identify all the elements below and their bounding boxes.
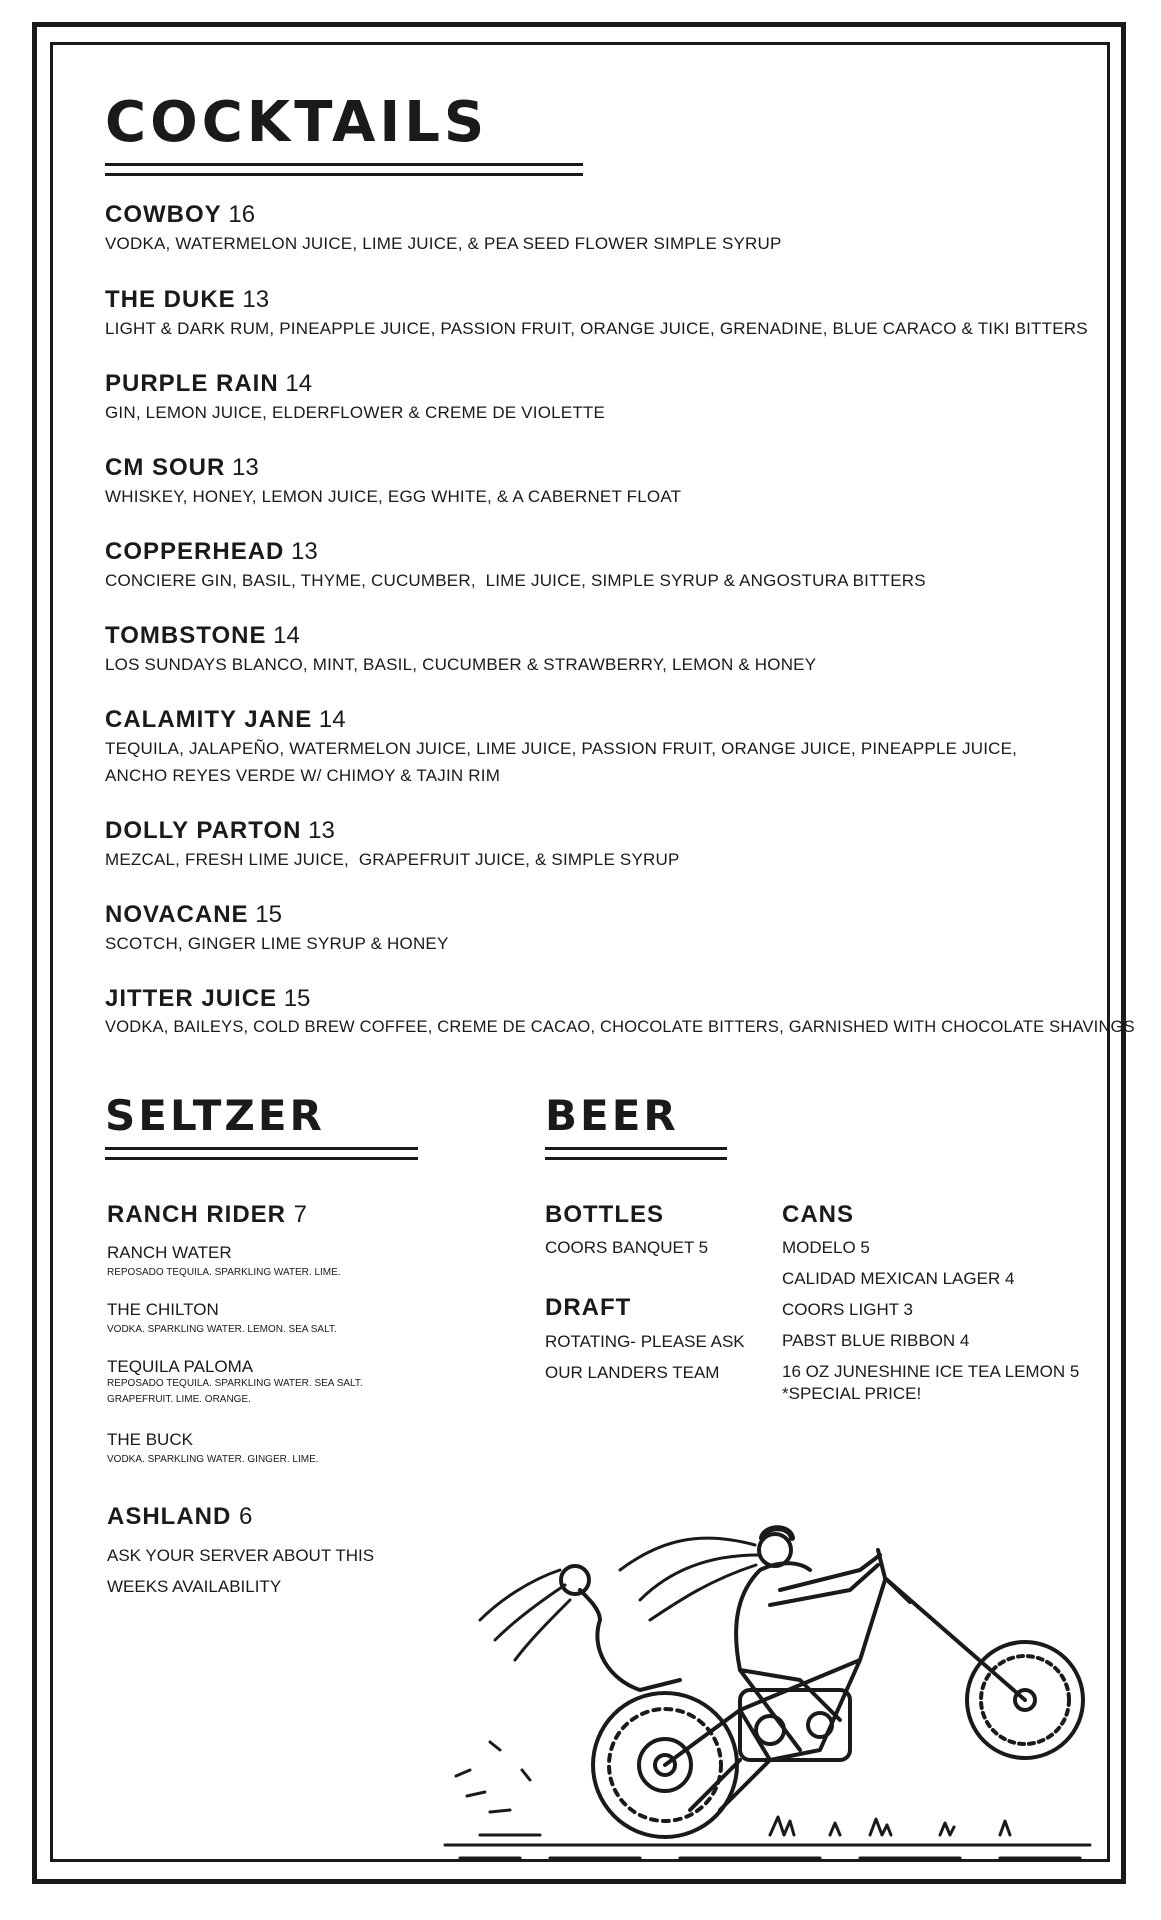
cocktail-price: 13 [232,454,259,481]
cocktail-description: WHISKEY, HONEY, LEMON JUICE, EGG WHITE, & A CABERNET FLOAT [105,487,682,506]
cocktail-name: JITTER JUICE [105,985,278,1012]
ashland-line: WEEKS AVAILABILITY [107,1577,282,1596]
cocktail-price: 13 [242,286,270,313]
cocktail-item [105,900,1085,957]
cocktail-description: TEQUILA, JALAPEÑO, WATERMELON JUICE, LIME JUICE, PASSION FRUIT, ORANGE JUICE, PINEAPPLE JUICE, ANCHO REYES VERDE W/ CHIMOY & TAJIN RIM [105,739,1018,785]
cocktail-name: COWBOY [105,201,222,228]
cocktail-name: DOLLY PARTON [105,817,302,844]
can-note: *SPECIAL PRICE! [782,1384,922,1403]
cocktail-name: PURPLE RAIN [105,370,279,397]
ashland-heading [107,1502,253,1532]
cocktail-item [105,285,1088,342]
beer-rule-top [545,1147,727,1150]
cocktail-price: 15 [255,901,282,928]
can-item: PABST BLUE RIBBON 4 [782,1331,970,1350]
cocktail-price: 14 [285,370,313,397]
cocktail-description: MEZCAL, FRESH LIME JUICE, GRAPEFRUIT JUICE, & SIMPLE SYRUP [105,850,680,869]
cocktail-price: 13 [291,538,318,565]
cocktail-item [105,816,1085,873]
cocktail-price: 14 [273,622,300,649]
ashland-name: ASHLAND [107,1503,232,1530]
draft-line: ROTATING- PLEASE ASK [545,1332,745,1351]
cocktail-item [105,705,1085,789]
cocktail-name: CM SOUR [105,454,226,481]
seltzer-option-description: REPOSADO TEQUILA. SPARKLING WATER. LIME. [107,1267,341,1278]
cocktail-name: CALAMITY JANE [105,706,313,733]
beer-title: BEER [545,1091,679,1140]
bottle-item: COORS BANQUET 5 [545,1238,709,1257]
seltzer-option-name: RANCH WATER [107,1243,232,1262]
cocktail-item [105,537,1085,594]
cocktail-item [105,200,1085,257]
ranch-rider-price: 7 [293,1201,309,1228]
motorcycle-rider-illustration [440,1510,1100,1870]
bottles-heading: BOTTLES [545,1201,664,1228]
seltzer-option-description: VODKA. SPARKLING WATER. LEMON. SEA SALT. [107,1324,337,1335]
cocktail-item [105,369,1085,426]
cocktail-name: THE DUKE [105,286,236,313]
seltzer-option-description: GRAPEFRUIT. LIME. ORANGE. [107,1394,251,1405]
cocktail-item [105,453,1085,510]
cocktail-name: NOVACANE [105,901,249,928]
cocktail-name: TOMBSTONE [105,622,267,649]
cocktail-name: COPPERHEAD [105,538,285,565]
seltzer-option-description: VODKA. SPARKLING WATER. GINGER. LIME. [107,1454,319,1465]
cocktail-item [105,984,1135,1041]
can-item: 16 OZ JUNESHINE ICE TEA LEMON 5 [782,1362,1080,1381]
ashland-price: 6 [239,1503,254,1530]
seltzer-option-name: TEQUILA PALOMA [107,1357,254,1376]
ranch-rider-heading [107,1200,308,1230]
cocktail-description: GIN, LEMON JUICE, ELDERFLOWER & CREME DE VIOLETTE [105,403,606,422]
cocktail-price: 15 [283,985,311,1012]
seltzer-rule-bottom [105,1157,418,1160]
cans-heading: CANS [782,1201,855,1228]
draft-line: OUR LANDERS TEAM [545,1363,720,1382]
cocktails-title: COCKTAILS [105,90,489,155]
cocktail-description: LOS SUNDAYS BLANCO, MINT, BASIL, CUCUMBER & STRAWBERRY, LEMON & HONEY [105,655,817,674]
cocktail-price: 14 [318,706,346,733]
seltzer-option-name: THE CHILTON [107,1300,219,1319]
draft-heading: DRAFT [545,1294,632,1321]
cocktail-price: 16 [228,201,256,228]
cocktails-rule-top [105,163,583,166]
cocktails-rule-bottom [105,173,583,176]
seltzer-option-description: REPOSADO TEQUILA. SPARKLING WATER. SEA SALT. [107,1378,363,1389]
cocktail-description: VODKA, BAILEYS, COLD BREW COFFEE, CREME DE CACAO, CHOCOLATE BITTERS, GARNISHED WITH CHOCOLATE SHAVINGS [105,1018,1135,1036]
ranch-rider-name: RANCH RIDER [107,1201,286,1228]
can-item: MODELO 5 [782,1238,870,1257]
can-item: CALIDAD MEXICAN LAGER 4 [782,1269,1015,1288]
cocktail-description: SCOTCH, GINGER LIME SYRUP & HONEY [105,934,449,953]
ashland-line: ASK YOUR SERVER ABOUT THIS [107,1546,375,1565]
cocktail-price: 13 [308,817,335,844]
cocktail-description: CONCIERE GIN, BASIL, THYME, CUCUMBER, LIME JUICE, SIMPLE SYRUP & ANGOSTURA BITTERS [105,571,926,590]
seltzer-option-name: THE BUCK [107,1430,193,1449]
can-item: COORS LIGHT 3 [782,1300,913,1319]
cocktail-item [105,621,1085,678]
beer-rule-bottom [545,1157,727,1160]
cocktail-description: LIGHT & DARK RUM, PINEAPPLE JUICE, PASSION FRUIT, ORANGE JUICE, GRENADINE, BLUE CARACO & TIKI BITTERS [105,319,1088,338]
seltzer-title: SELTZER [105,1091,325,1140]
seltzer-rule-top [105,1147,418,1150]
cocktail-description: VODKA, WATERMELON JUICE, LIME JUICE, & PEA SEED FLOWER SIMPLE SYRUP [105,234,782,253]
